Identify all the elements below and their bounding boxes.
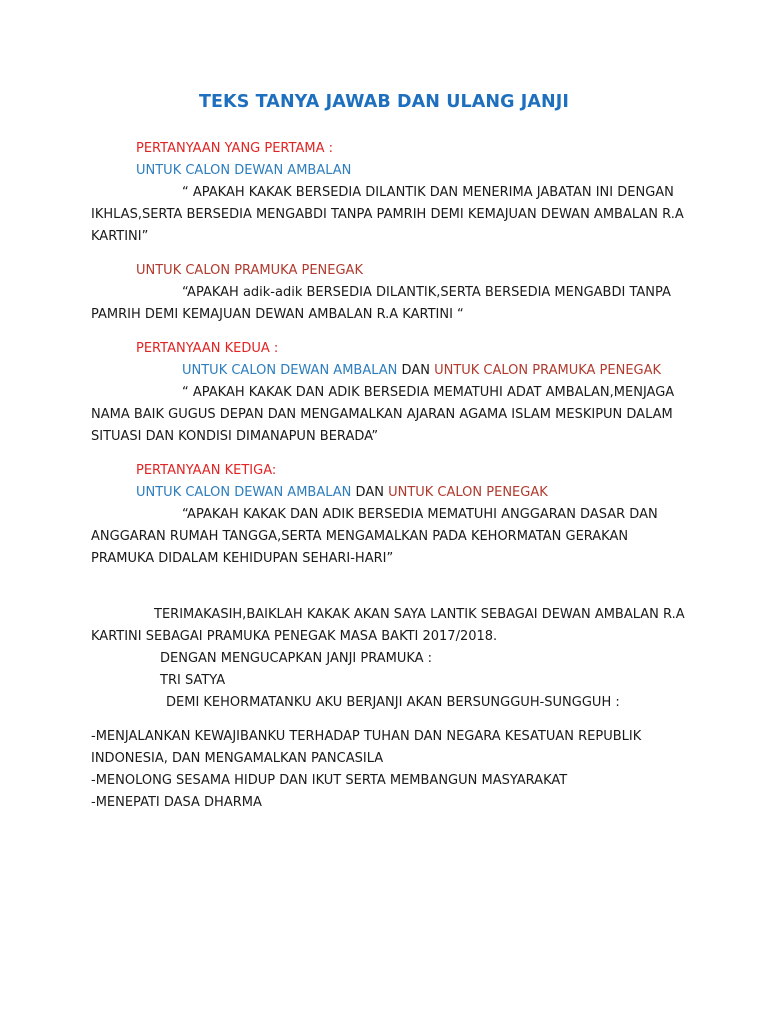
section1-sub-penegak: UNTUK CALON PRAMUKA PENEGAK: [136, 263, 363, 278]
section1-heading: PERTANYAAN YANG PERTAMA :: [136, 141, 333, 156]
section3-sub-dewan: UNTUK CALON DEWAN AMBALAN: [136, 485, 352, 500]
section2-q-line3: SITUASI DAN KONDISI DIMANAPUN BERADA”: [91, 429, 379, 444]
section2-subheading: [182, 362, 661, 380]
oath-point-3: -MENEPATI DASA DHARMA: [91, 795, 262, 810]
section3-q-line1: “APAKAH KAKAK DAN ADIK BERSEDIA MEMATUHI ANGGARAN DASAR DAN: [182, 507, 658, 522]
closing-line2: KARTINI SEBAGAI PRAMUKA PENEGAK MASA BAKTI 2017/2018.: [91, 629, 498, 644]
section2-q-line1: “ APAKAH KAKAK DAN ADIK BERSEDIA MEMATUHI ADAT AMBALAN,MENJAGA: [182, 385, 675, 400]
section1-q1-line3: KARTINI”: [91, 229, 149, 244]
section3-joiner: DAN: [355, 485, 384, 500]
section2-sub-dewan: UNTUK CALON DEWAN AMBALAN: [182, 363, 398, 378]
tri-satya-heading: TRI SATYA: [160, 673, 226, 688]
section2-heading: PERTANYAAN KEDUA :: [136, 341, 279, 356]
section1-q2-line2: PAMRIH DEMI KEMAJUAN DEWAN AMBALAN R.A KARTINI “: [91, 307, 464, 322]
section2-joiner: DAN: [401, 363, 430, 378]
section3-subheading: [136, 484, 548, 502]
oath-point-1b: INDONESIA, DAN MENGAMALKAN PANCASILA: [91, 751, 384, 766]
oath-point-2: -MENOLONG SESAMA HIDUP DAN IKUT SERTA MEMBANGUN MASYARAKAT: [91, 773, 568, 788]
section2-q-line2: NAMA BAIK GUGUS DEPAN DAN MENGAMALKAN AJARAN AGAMA ISLAM MESKIPUN DALAM: [91, 407, 673, 422]
section1-q1-line1: “ APAKAH KAKAK BERSEDIA DILANTIK DAN MENERIMA JABATAN INI DENGAN: [182, 185, 674, 200]
section3-q-line3: PRAMUKA DIDALAM KEHIDUPAN SEHARI-HARI”: [91, 551, 394, 566]
section3-q-line2: ANGGARAN RUMAH TANGGA,SERTA MENGAMALKAN PADA KEHORMATAN GERAKAN: [91, 529, 629, 544]
section1-q1-line2: IKHLAS,SERTA BERSEDIA MENGABDI TANPA PAMRIH DEMI KEMAJUAN DEWAN AMBALAN R.A: [91, 207, 684, 222]
janji-intro: DENGAN MENGUCAPKAN JANJI PRAMUKA :: [160, 651, 433, 666]
section2-sub-penegak: UNTUK CALON PRAMUKA PENEGAK: [434, 363, 662, 378]
section1-sub-dewan: UNTUK CALON DEWAN AMBALAN: [136, 163, 352, 178]
closing-line1: TERIMAKASIH,BAIKLAH KAKAK AKAN SAYA LANTIK SEBAGAI DEWAN AMBALAN R.A: [154, 607, 685, 622]
section3-heading: PERTANYAAN KETIGA:: [136, 463, 277, 478]
section3-sub-penegak: UNTUK CALON PENEGAK: [388, 485, 548, 500]
document-title: TEKS TANYA JAWAB DAN ULANG JANJI: [198, 92, 570, 112]
section1-q2-line1: “APAKAH adik-adik BERSEDIA DILANTIK,SERTA BERSEDIA MENGABDI TANPA: [182, 285, 671, 300]
oath-point-1a: -MENJALANKAN KEWAJIBANKU TERHADAP TUHAN DAN NEGARA KESATUAN REPUBLIK: [91, 729, 642, 744]
oath-intro: DEMI KEHORMATANKU AKU BERJANJI AKAN BERSUNGGUH-SUNGGUH :: [166, 695, 620, 710]
